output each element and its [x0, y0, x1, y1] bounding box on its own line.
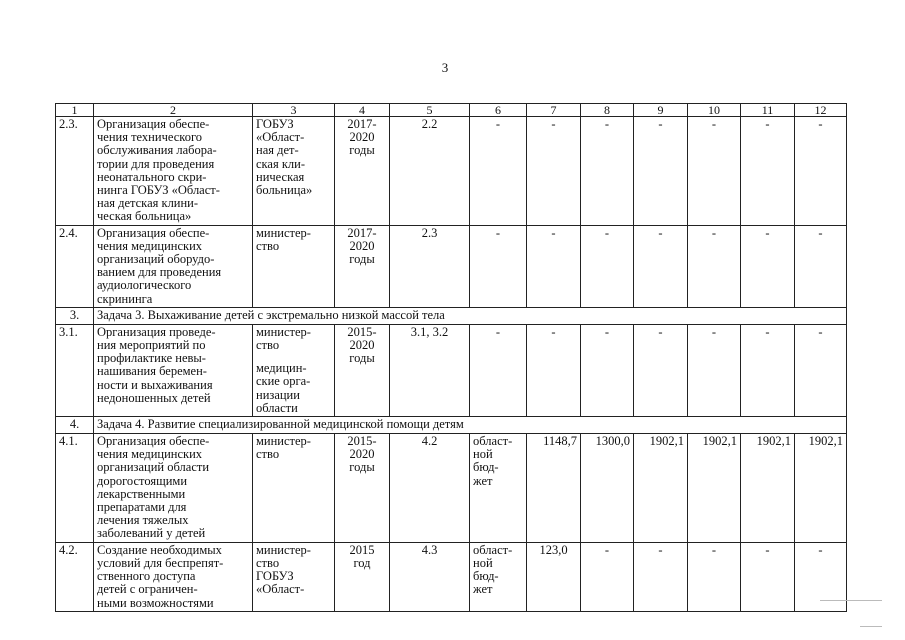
period: 2015- 2020 годы: [335, 324, 390, 416]
period: 2015- 2020 годы: [335, 434, 390, 543]
value-cell: -: [634, 117, 688, 226]
indicator-ref: 4.3: [390, 542, 470, 611]
period: 2017- 2020 годы: [335, 225, 390, 307]
value-cell: -: [688, 542, 741, 611]
value-cell: 1148,7: [527, 434, 581, 543]
activity-name: Организация обеспе- чения технического обслуживания лабора- тории для проведения неонатального скри- нинга ГОБУЗ «Област- ная детская клини- ческая больница»: [94, 117, 253, 226]
executor: [253, 542, 335, 611]
value-cell: -: [741, 225, 795, 307]
section-row: [56, 307, 847, 324]
value-cell: -: [741, 324, 795, 416]
funding-source: област- ной бюд- жет: [470, 542, 527, 611]
table-row: [56, 225, 847, 307]
header-cell: 9: [634, 104, 688, 117]
value-cell: -: [688, 324, 741, 416]
funding-source: -: [470, 117, 527, 226]
executor-line: министер- ство: [256, 225, 311, 253]
executor-line: министер- ство: [256, 542, 311, 570]
executor: [253, 324, 335, 416]
header-cell: 11: [741, 104, 795, 117]
scan-artifact-line: [820, 600, 882, 601]
value-cell: 1902,1: [741, 434, 795, 543]
executor-line: медицин- ские орга- низации области: [256, 361, 311, 415]
indicator-ref: 2.2: [390, 117, 470, 226]
value-cell: -: [527, 225, 581, 307]
indicator-ref: 4.2: [390, 434, 470, 543]
header-cell: 5: [390, 104, 470, 117]
table-row: [56, 434, 847, 543]
scan-artifact-line: [860, 626, 882, 627]
value-cell: -: [741, 542, 795, 611]
executor-line: ГОБУЗ «Област- ная дет- ская кли- ническая больница»: [256, 117, 313, 198]
value-cell: -: [795, 324, 847, 416]
value-cell: -: [795, 117, 847, 226]
header-cell: 7: [527, 104, 581, 117]
activity-name: Организация обеспе- чения медицинских организаций оборудо- ванием для проведения аудиологического скрининга: [94, 225, 253, 307]
executor: [253, 434, 335, 543]
table-row: [56, 542, 847, 611]
section-row: [56, 417, 847, 434]
activity-name: Создание необходимых условий для беспрепят- ственного доступа детей с ограничен- ными возможностями: [94, 542, 253, 611]
header-cell: 8: [581, 104, 634, 117]
value-cell: 123,0: [527, 542, 581, 611]
value-cell: -: [581, 542, 634, 611]
section-title: Задача 3. Выхаживание детей с экстремально низкой массой тела: [94, 307, 847, 324]
value-cell: -: [634, 324, 688, 416]
table-row: [56, 324, 847, 416]
value-cell: -: [634, 542, 688, 611]
value-cell: -: [581, 117, 634, 226]
value-cell: -: [741, 117, 795, 226]
funding-source: област- ной бюд- жет: [470, 434, 527, 543]
value-cell: -: [634, 225, 688, 307]
value-cell: 1300,0: [581, 434, 634, 543]
executor-line: ГОБУЗ «Област-: [256, 569, 305, 597]
period: 2015 год: [335, 542, 390, 611]
section-number: 3.: [56, 307, 94, 324]
executor-line: министер- ство: [256, 324, 311, 353]
header-row: [56, 104, 847, 117]
section-title: Задача 4. Развитие специализированной медицинской помощи детям: [94, 417, 847, 434]
value-cell: -: [581, 225, 634, 307]
section-number: 4.: [56, 417, 94, 434]
value-cell: -: [795, 542, 847, 611]
executor: [253, 225, 335, 307]
executor-line: министер- ство: [256, 434, 311, 462]
table-row: [56, 117, 847, 226]
row-number: 2.4.: [56, 225, 94, 307]
value-cell: 1902,1: [634, 434, 688, 543]
header-cell: 1: [56, 104, 94, 117]
header-cell: 12: [795, 104, 847, 117]
header-cell: 4: [335, 104, 390, 117]
activity-name: Организация проведе- ния мероприятий по профилактике невы- нашивания беремен- ности и выхаживания недоношенных детей: [94, 324, 253, 416]
header-cell: 10: [688, 104, 741, 117]
page-number: 3: [441, 60, 449, 75]
row-number: 4.1.: [56, 434, 94, 543]
value-cell: -: [688, 225, 741, 307]
funding-source: -: [470, 225, 527, 307]
row-number: 4.2.: [56, 542, 94, 611]
executor: [253, 117, 335, 226]
indicator-ref: 3.1, 3.2: [390, 324, 470, 416]
header-cell: 6: [470, 104, 527, 117]
header-cell: 3: [253, 104, 335, 117]
header-cell: 2: [94, 104, 253, 117]
row-number: 3.1.: [56, 324, 94, 416]
period: 2017- 2020 годы: [335, 117, 390, 226]
value-cell: -: [527, 324, 581, 416]
value-cell: -: [688, 117, 741, 226]
value-cell: -: [795, 225, 847, 307]
value-cell: 1902,1: [688, 434, 741, 543]
indicator-ref: 2.3: [390, 225, 470, 307]
value-cell: 1902,1: [795, 434, 847, 543]
value-cell: -: [527, 117, 581, 226]
row-number: 2.3.: [56, 117, 94, 226]
funding-source: -: [470, 324, 527, 416]
value-cell: -: [581, 324, 634, 416]
activity-name: Организация обеспе- чения медицинских организаций области дорогостоящими лекарственными препаратами для лечения тяжелых заболеваний у детей: [94, 434, 253, 543]
program-table: [55, 103, 847, 612]
